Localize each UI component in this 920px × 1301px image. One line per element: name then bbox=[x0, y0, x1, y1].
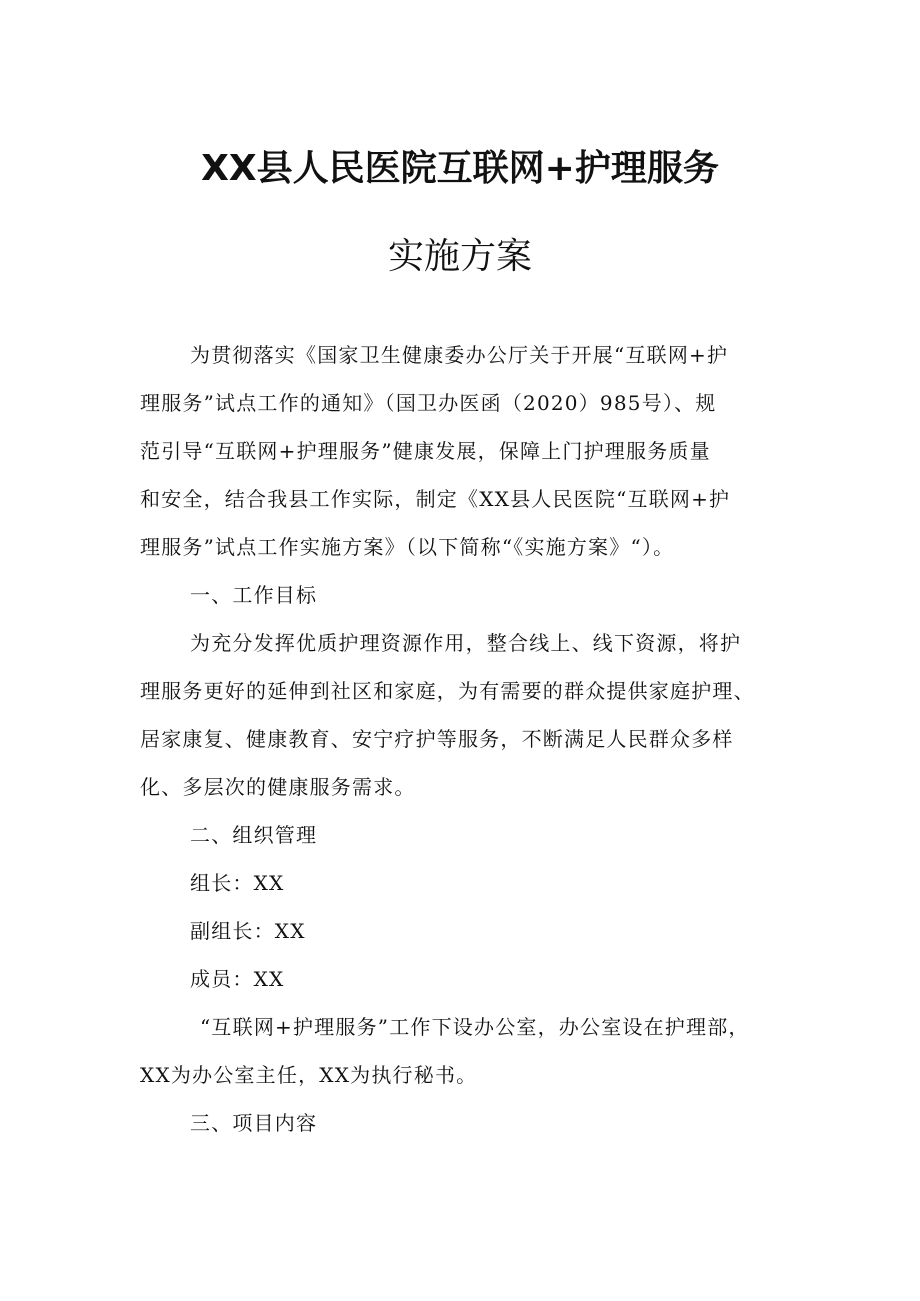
paragraph-line: 理服务”试点工作的通知》（国卫办医函（2020）985号）、规 bbox=[140, 391, 717, 415]
section-heading: 三、项目内容 bbox=[190, 1111, 318, 1135]
paragraph-line: 理服务更好的延伸到社区和家庭，为有需要的群众提供家庭护理、 bbox=[140, 679, 755, 703]
paragraph-line: 成员：XX bbox=[190, 967, 285, 991]
paragraph-line: 居家康复、健康教育、安宁疗护等服务，不断满足人民群众多样 bbox=[140, 727, 734, 751]
section-heading: 一、工作目标 bbox=[190, 583, 318, 607]
paragraph-line: “互联网+护理服务”工作下设办公室，办公室设在护理部， bbox=[200, 1015, 750, 1039]
paragraph-line: 理服务”试点工作实施方案》（以下简称“《实施方案》“）。 bbox=[140, 535, 675, 559]
paragraph-line: XX为办公室主任，XX为执行秘书。 bbox=[140, 1063, 478, 1087]
section-heading: 二、组织管理 bbox=[190, 823, 318, 847]
paragraph-line: 化、多层次的健康服务需求。 bbox=[140, 775, 416, 799]
paragraph-line: 为充分发挥优质护理资源作用，整合线上、线下资源，将护 bbox=[190, 631, 742, 655]
paragraph-line: 为贯彻落实《国家卫生健康委办公厅关于开展“互联网+护 bbox=[190, 343, 729, 367]
paragraph-line: 组长：XX bbox=[190, 871, 285, 895]
paragraph-line: 和安全，结合我县工作实际，制定《XX县人民医院“互联网+护 bbox=[140, 487, 731, 511]
document-subtitle: 实施方案 bbox=[387, 236, 532, 277]
document-title: XX县人民医院互联网+护理服务 bbox=[201, 148, 719, 189]
paragraph-line: 副组长：XX bbox=[190, 919, 306, 943]
paragraph-line: 范引导“互联网+护理服务”健康发展，保障上门护理服务质量 bbox=[140, 439, 711, 463]
